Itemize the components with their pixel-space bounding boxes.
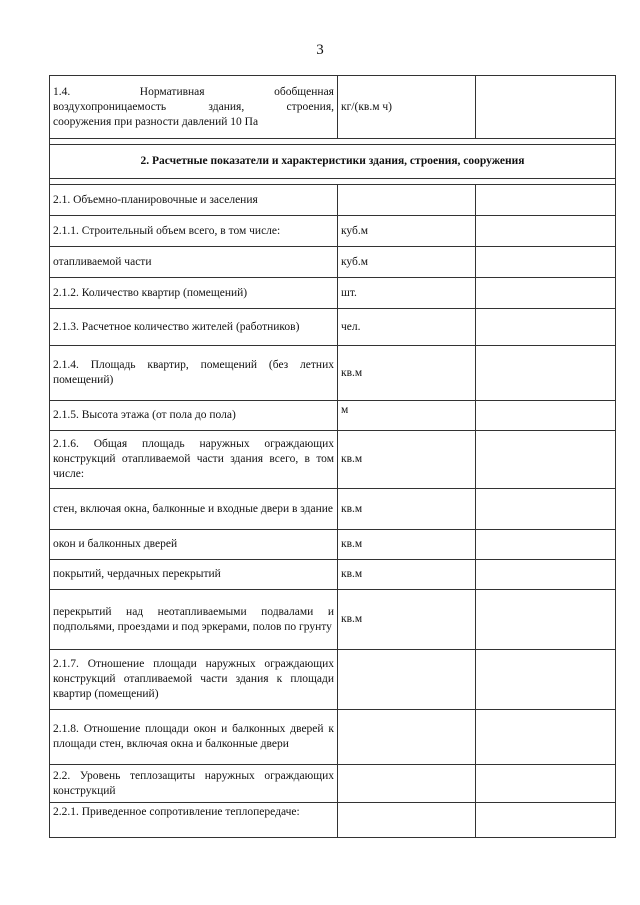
table-row [50,76,616,139]
row-value [476,278,616,309]
row-unit: куб.м [338,216,476,247]
section-title: 2. Расчетные показатели и характеристики здания, строения, сооружения [50,145,616,179]
table-row [50,346,616,401]
row-unit: кв.м [338,530,476,560]
table-row [50,765,616,803]
page-number: 3 [316,42,324,58]
row-label: отапливаемой части [50,247,338,278]
row-label: 2.1.4. Площадь квартир, помещений (без летних помещений) [50,346,338,401]
row-value [476,590,616,650]
row-unit: кв.м [338,346,476,401]
row-label: 2.2. Уровень теплозащиты наружных ограждающих конструкций [50,765,338,803]
row-unit [338,185,476,216]
row-unit [338,803,476,838]
row-label: 2.1.1. Строительный объем всего, в том числе: [50,216,338,247]
row-value [476,560,616,590]
table-row [50,247,616,278]
table-row [50,216,616,247]
table-row [50,590,616,650]
table-row [50,401,616,431]
row-value [476,765,616,803]
row-label: 2.1. Объемно-планировочные и заселения [50,185,338,216]
row-value [476,247,616,278]
indicators-table [49,75,616,838]
table-row [50,278,616,309]
row-label: 2.2.1. Приведенное сопротивление теплопередаче: [50,803,338,838]
row-label: стен, включая окна, балконные и входные двери в здание [50,489,338,530]
row-label: 2.1.6. Общая площадь наружных ограждающих конструкций отапливаемой части здания всего, в том числе: [50,431,338,489]
table-row [50,431,616,489]
table-row [50,710,616,765]
row-1-4-word-b: обобщенная [274,85,334,98]
row-unit: м [338,401,476,431]
row-unit [338,650,476,710]
row-1-4-num: 1.4. [53,85,71,98]
row-unit: чел. [338,309,476,346]
row-1-4-line2: воздухопроницаемость здания, строения, [53,100,334,113]
row-unit: кв.м [338,489,476,530]
table-row [50,530,616,560]
table-row [50,185,616,216]
row-1-4-line3: сооружения при разности давлений 10 Па [53,115,259,128]
row-value [476,431,616,489]
row-value [476,710,616,765]
row-label: 2.1.3. Расчетное количество жителей (работников) [50,309,338,346]
row-unit: кв.м [338,560,476,590]
row-value [476,346,616,401]
row-1-4-value [476,76,616,139]
row-label: покрытий, чердачных перекрытий [50,560,338,590]
row-label: 2.1.8. Отношение площади окон и балконных дверей к площади стен, включая окна и балконные двери [50,710,338,765]
section-header-row [50,145,616,179]
row-unit [338,765,476,803]
table-row [50,650,616,710]
row-unit: шт. [338,278,476,309]
row-value [476,803,616,838]
row-unit [338,710,476,765]
row-value [476,530,616,560]
row-value [476,489,616,530]
row-unit: куб.м [338,247,476,278]
row-1-4-unit: кг/(кв.м ч) [338,76,476,139]
row-label: 2.1.2. Количество квартир (помещений) [50,278,338,309]
table-row [50,489,616,530]
row-label: 2.1.7. Отношение площади наружных ограждающих конструкций отапливаемой части здания к площади квартир (помещений) [50,650,338,710]
row-value [476,309,616,346]
row-label: окон и балконных дверей [50,530,338,560]
row-value [476,401,616,431]
row-unit: кв.м [338,590,476,650]
row-value [476,650,616,710]
row-value [476,185,616,216]
table-row [50,309,616,346]
table-row [50,560,616,590]
row-1-4-label [50,76,338,139]
row-unit: кв.м [338,431,476,489]
row-label: перекрытий над неотапливаемыми подвалами и подпольями, проездами и под эркерами, полов по грунту [50,590,338,650]
row-value [476,216,616,247]
row-label: 2.1.5. Высота этажа (от пола до пола) [50,401,338,431]
table-row [50,803,616,838]
row-1-4-word-a: Нормативная [139,85,205,98]
